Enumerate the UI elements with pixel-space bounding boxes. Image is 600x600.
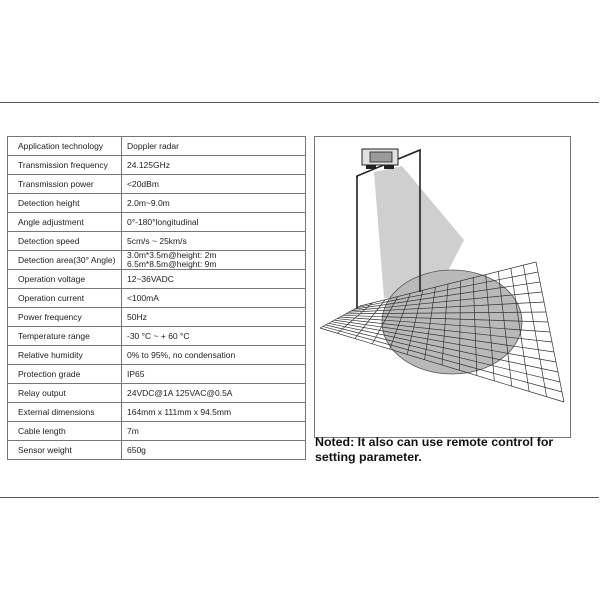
- note-line-2: setting parameter.: [315, 450, 422, 464]
- table-row: [8, 156, 306, 175]
- table-row: [8, 308, 306, 327]
- table-row: [8, 346, 306, 365]
- spec-value: [122, 251, 306, 270]
- spec-label: Cable length: [8, 422, 122, 441]
- spec-value: [122, 270, 306, 289]
- spec-value-line: 24.125GHz: [127, 159, 170, 170]
- spec-value: [122, 194, 306, 213]
- spec-value-line: 164mm x 111mm x 94.5mm: [127, 406, 232, 417]
- spec-label: Application technology: [8, 137, 122, 156]
- spec-value-line: 7m: [127, 425, 139, 436]
- spec-value-line: <100mA: [127, 292, 159, 303]
- spec-label: External dimensions: [8, 403, 122, 422]
- spec-value-line: 6.5m*8.5m@height: 9m: [127, 259, 217, 269]
- spec-value: [122, 422, 306, 441]
- detection-area-diagram: [314, 136, 571, 438]
- specification-table: [7, 136, 306, 460]
- spec-label: Operation voltage: [8, 270, 122, 289]
- table-row: [8, 422, 306, 441]
- table-row: [8, 327, 306, 346]
- spec-value: [122, 213, 306, 232]
- table-row: [8, 365, 306, 384]
- spec-value: [122, 232, 306, 251]
- table-row: [8, 232, 306, 251]
- spec-label: Transmission frequency: [8, 156, 122, 175]
- spec-label: Detection area(30° Angle): [8, 251, 122, 270]
- spec-value: [122, 175, 306, 194]
- spec-value: [122, 137, 306, 156]
- spec-value-line: 3.0m*3.5m@height: 2m: [127, 250, 217, 260]
- spec-value-line: 0°-180°longitudinal: [127, 216, 199, 227]
- remote-control-note: [315, 435, 595, 465]
- spec-value-line: IP65: [127, 368, 145, 379]
- detection-zone-ellipse: [382, 270, 522, 374]
- spec-label: Protection grade: [8, 365, 122, 384]
- spec-label: Detection speed: [8, 232, 122, 251]
- spec-value-line: -30 °C ~ + 60 °C: [127, 330, 190, 341]
- spec-value-line: 0% to 95%, no condensation: [127, 349, 236, 360]
- spec-label: Power frequency: [8, 308, 122, 327]
- grid-line: [536, 262, 564, 402]
- table-row: [8, 251, 306, 270]
- spec-value-line: 2.0m~9.0m: [127, 197, 170, 208]
- spec-label: Angle adjustment: [8, 213, 122, 232]
- spec-label: Detection height: [8, 194, 122, 213]
- spec-value-line: 12~36VADC: [127, 273, 174, 284]
- table-row: [8, 270, 306, 289]
- spec-value: [122, 156, 306, 175]
- spec-value-line: 650g: [127, 444, 146, 455]
- spec-value-line: Doppler radar: [127, 140, 179, 151]
- note-line-1: Noted: It also can use remote control for: [315, 435, 554, 449]
- spec-label: Sensor weight: [8, 441, 122, 460]
- spec-value-line: <20dBm: [127, 178, 159, 189]
- spec-value-line: 50Hz: [127, 311, 147, 322]
- table-row: [8, 403, 306, 422]
- table-row: [8, 213, 306, 232]
- table-row: [8, 137, 306, 156]
- spec-value: [122, 441, 306, 460]
- spec-label: Transmission power: [8, 175, 122, 194]
- table-row: [8, 175, 306, 194]
- table-row: [8, 194, 306, 213]
- spec-value: [122, 308, 306, 327]
- spec-value: [122, 384, 306, 403]
- spec-label: Relay output: [8, 384, 122, 403]
- spec-label: Temperature range: [8, 327, 122, 346]
- spec-value: [122, 289, 306, 308]
- spec-value: [122, 365, 306, 384]
- spec-value: [122, 346, 306, 365]
- spec-label: Relative humidity: [8, 346, 122, 365]
- table-row: [8, 384, 306, 403]
- spec-value-line: 5cm/s ~ 25km/s: [127, 235, 187, 246]
- spec-value: [122, 327, 306, 346]
- spec-label: Operation current: [8, 289, 122, 308]
- table-row: [8, 289, 306, 308]
- table-row: [8, 441, 306, 460]
- spec-value-line: 24VDC@1A 125VAC@0.5A: [127, 387, 233, 398]
- spec-value: [122, 403, 306, 422]
